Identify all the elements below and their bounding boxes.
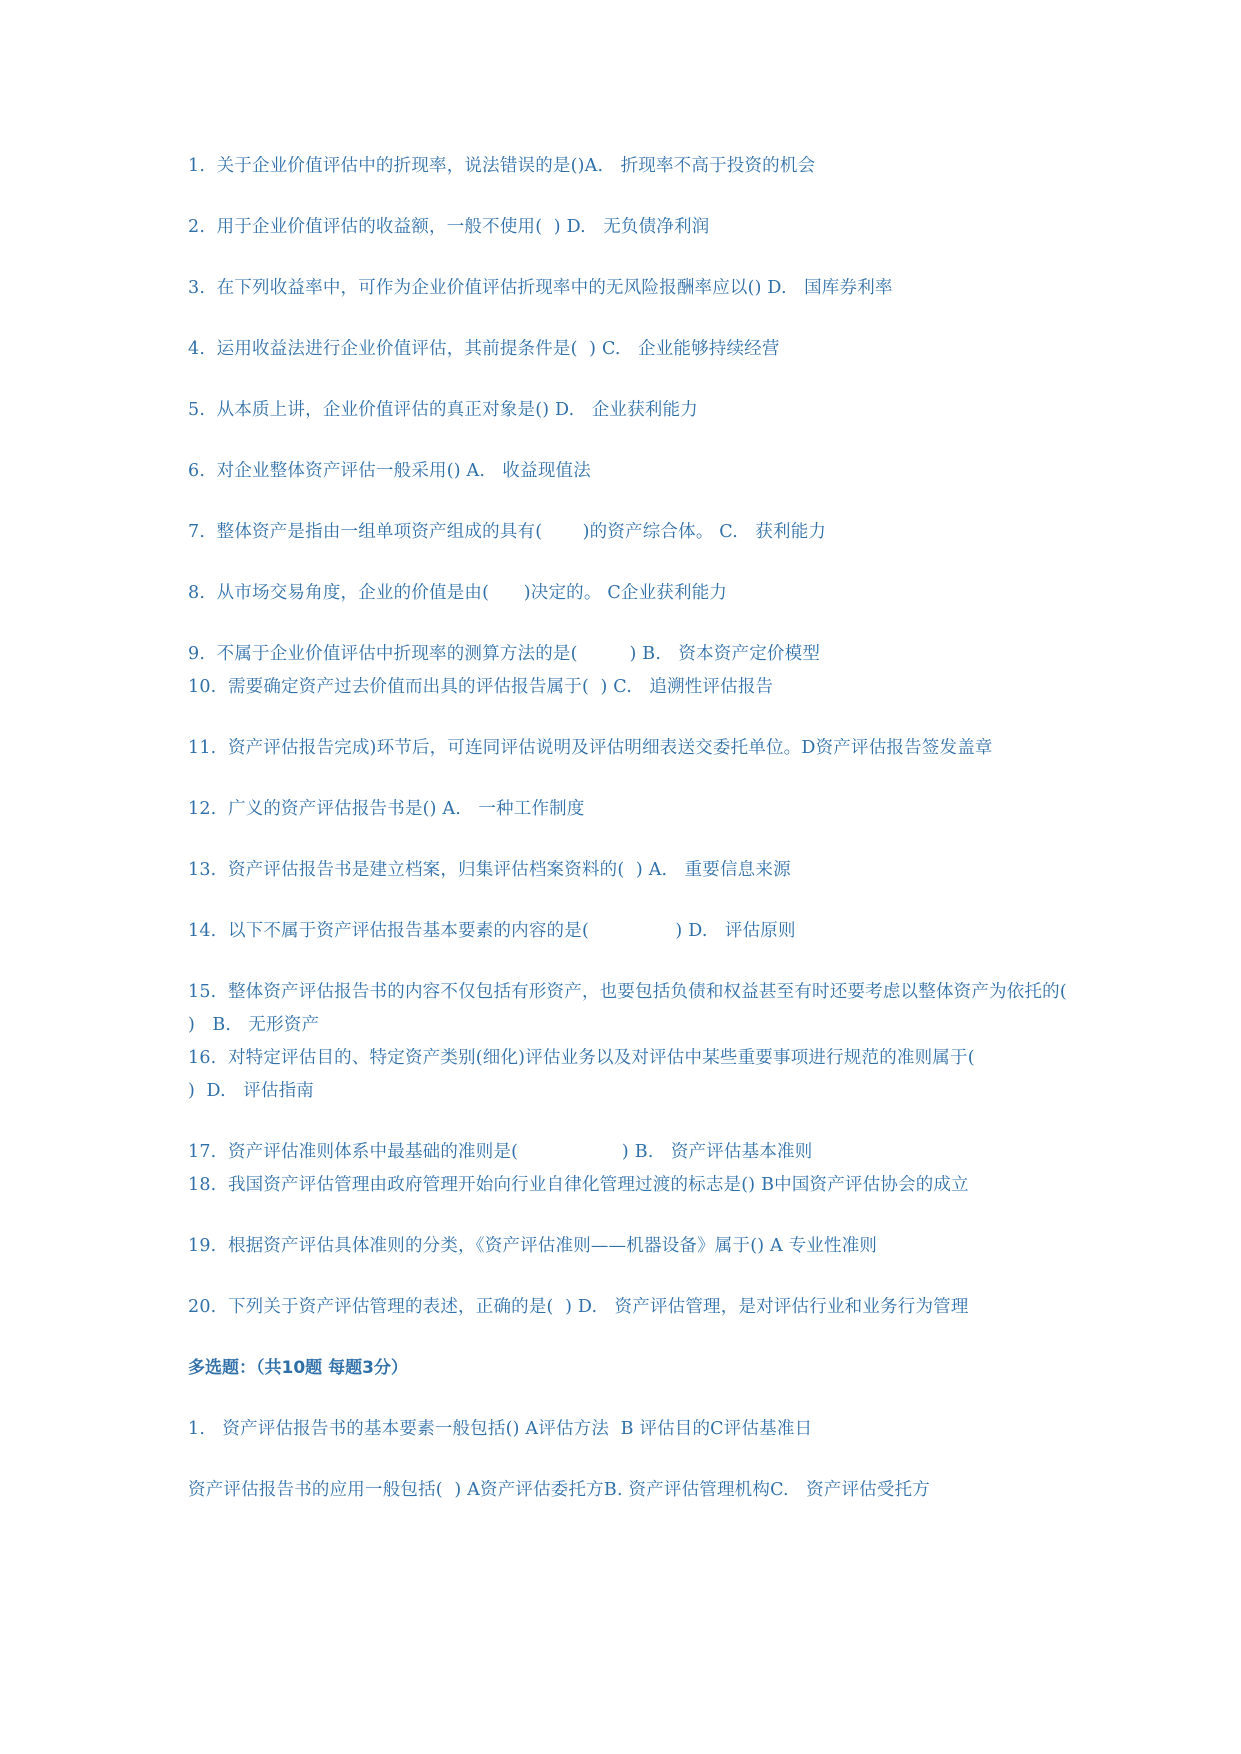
- question-3: 3. 在下列收益率中，可作为企业价值评估折现率中的无风险报酬率应以() D. 国库券利率: [188, 278, 893, 298]
- question-9: 9. 不属于企业价值评估中折现率的测算方法的是( ) B. 资本资产定价模型: [188, 644, 821, 664]
- question-14: 14. 以下不属于资产评估报告基本要素的内容的是( ) D. 评估原则: [188, 921, 796, 941]
- question-17: 17. 资产评估准则体系中最基础的准则是( ) B. 资产评估基本准则: [188, 1142, 813, 1162]
- question-12: 12. 广义的资产评估报告书是() A. 一种工作制度: [188, 799, 585, 819]
- question-15: 15. 整体资产评估报告书的内容不仅包括有形资产，也要包括负债和权益甚至有时还要考虑以整体资产为依托的( ) B. 无形资产: [188, 982, 1142, 1035]
- question-5: 5. 从本质上讲，企业价值评估的真正对象是() D. 企业获利能力: [188, 400, 698, 420]
- question-20: 20. 下列关于资产评估管理的表述，正确的是( ) D. 资产评估管理，是对评估行业和业务行为管理: [188, 1297, 969, 1317]
- question-8: 8. 从市场交易角度，企业的价值是由( )决定的。 C企业获利能力: [188, 583, 728, 603]
- question-19: 19. 根据资产评估具体准则的分类，《资产评估准则——机器设备》属于() A 专业性准则: [188, 1236, 878, 1256]
- question-6: 6. 对企业整体资产评估一般采用() A. 收益现值法: [188, 461, 591, 481]
- question-11: 11. 资产评估报告完成)环节后，可连同评估说明及评估明细表送交委托单位。D资产评估报告签发盖章: [188, 738, 993, 758]
- question-13: 13. 资产评估报告书是建立档案，归集评估档案资料的( ) A. 重要信息来源: [188, 860, 791, 880]
- question-16: 16. 对特定评估目的、特定资产类别(细化)评估业务以及对评估中某些重要事项进行规范的准则属于( ) D. 评估指南: [188, 1048, 1062, 1101]
- multi-question-1: 1. 资产评估报告书的基本要素一般包括() A评估方法 B 评估目的C评估基准日: [188, 1419, 813, 1439]
- question-1: 1. 关于企业价值评估中的折现率，说法错误的是()A. 折现率不高于投资的机会: [188, 156, 816, 176]
- question-2: 2. 用于企业价值评估的收益额，一般不使用( ) D. 无负债净利润: [188, 217, 710, 237]
- question-7: 7. 整体资产是指由一组单项资产组成的具有( )的资产综合体。 C. 获利能力: [188, 522, 827, 542]
- multi-question-2: 资产评估报告书的应用一般包括( ) A资产评估委托方B. 资产评估管理机构C. 资产评估受托方: [188, 1480, 930, 1500]
- multi-choice-heading: 多选题：（共10题 每题3分）: [188, 1358, 408, 1378]
- question-10: 10. 需要确定资产过去价值而出具的评估报告属于( ) C. 追溯性评估报告: [188, 677, 774, 697]
- question-18: 18. 我国资产评估管理由政府管理开始向行业自律化管理过渡的标志是() B中国资产评估协会的成立: [188, 1175, 969, 1195]
- document-content: [188, 150, 1142, 1507]
- question-4: 4. 运用收益法进行企业价值评估，其前提条件是( ) C. 企业能够持续经营: [188, 339, 780, 359]
